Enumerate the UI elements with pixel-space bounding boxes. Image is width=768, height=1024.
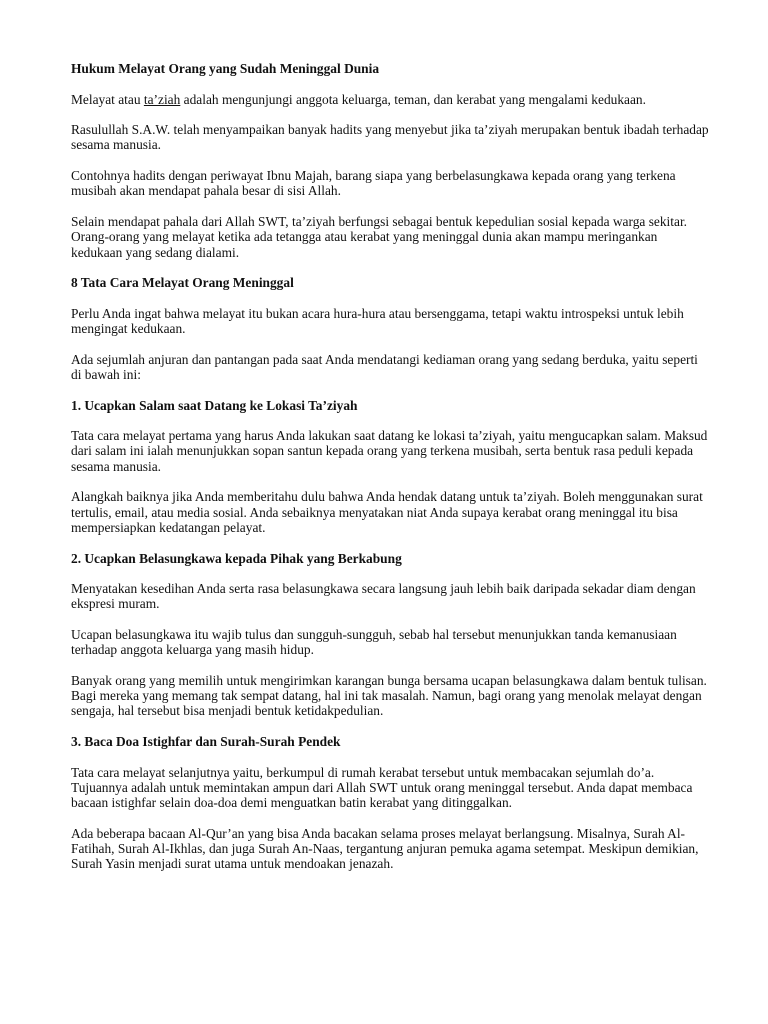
step-heading-2: 2. Ucapkan Belasungkawa kepada Pihak yang Berkabung	[71, 550, 402, 566]
paragraph: Tata cara melayat selanjutnya yaitu, berkumpul di rumah kerabat tersebut untuk membacakan sejumlah do’a. Tujuannya adalah untuk memintakan ampun dari Allah SWT untuk orang meninggal tersebut. Anda dapat membaca bacaan istighfar selain doa-doa demi menguatkan batin kerabat yang ditinggalkan.	[71, 764, 693, 811]
intro-text-pre: Melayat atau	[71, 91, 144, 107]
taziah-link[interactable]: ta’ziah	[143, 91, 181, 107]
document-title: Hukum Melayat Orang yang Sudah Meninggal Dunia	[71, 61, 380, 76]
paragraph: Perlu Anda ingat bahwa melayat itu bukan acara hura-hura atau bersenggama, tetapi waktu introspeksi untuk lebih mengingat kedukaan.	[71, 305, 684, 337]
paragraph: Ucapan belasungkawa itu wajib tulus dan sungguh-sungguh, sebab hal tersebut menunjukkan tanda kemanusiaan terhadap anggota keluarga yang masih hidup.	[71, 626, 677, 658]
paragraph: Tata cara melayat pertama yang harus Anda lakukan saat datang ke lokasi ta’ziyah, yaitu mengucapkan salam. Maksud dari salam ini ialah menunjukkan sopan santun kepada orang yang terkena musibah, serta bentuk rasa peduli kepada sesama manusia.	[71, 428, 708, 474]
intro-paragraph	[71, 92, 711, 107]
step-heading-3: 3. Baca Doa Istighfar dan Surah-Surah Pendek	[71, 734, 341, 750]
paragraph: Banyak orang yang memilih untuk mengirimkan karangan bunga bersama ucapan belasungkawa dalam bentuk tulisan. Bagi mereka yang memang tak sempat datang, hal ini tak masalah. Namun, bagi orang yang menolak melayat dengan sengaja, hal tersebut bisa menjadi bentuk ketidakpedulian.	[71, 672, 707, 719]
paragraph: Ada sejumlah anjuran dan pantangan pada saat Anda mendatangi kediaman orang yang sedang berduka, yaitu seperti di bawah ini:	[71, 351, 698, 382]
paragraph: Contohnya hadits dengan periwayat Ibnu Majah, barang siapa yang berbelasungkawa kepada orang yang terkena musibah akan mendapat pahala besar di sisi Allah.	[71, 168, 676, 199]
step-heading-1: 1. Ucapkan Salam saat Datang ke Lokasi Ta’ziyah	[71, 397, 358, 413]
paragraph: Selain mendapat pahala dari Allah SWT, ta’ziyah berfungsi sebagai bentuk kepedulian sosial kepada warga sekitar. Orang-orang yang melayat ketika ada tetangga atau kerabat yang meninggal dunia akan mampu meringankan kedukaan yang sedang dialami.	[71, 213, 688, 260]
paragraph: Menyatakan kesedihan Anda serta rasa belasungkawa secara langsung jauh lebih baik daripada sekadar diam dengan ekspresi muram.	[71, 581, 696, 612]
paragraph: Alangkah baiknya jika Anda memberitahu dulu bahwa Anda hendak datang untuk ta’ziyah. Boleh menggunakan surat tertulis, email, atau media sosial. Anda sebaiknya menyatakan niat Anda supaya kerabat orang meninggal itu bisa mempersiapkan kedatangan pelayat.	[71, 489, 703, 535]
paragraph: Ada beberapa bacaan Al-Qur’an yang bisa Anda bacakan selama proses melayat berlangsung. Misalnya, Surah Al-Fatihah, Surah Al-Ikhlas, dan juga Surah An-Naas, tergantung anjuran pemuka agama setempat. Meskipun demikian, Surah Yasin menjadi surat utama untuk mendoakan jenazah.	[71, 825, 699, 872]
section-heading: 8 Tata Cara Melayat Orang Meninggal	[71, 275, 294, 291]
paragraph: Rasulullah S.A.W. telah menyampaikan banyak hadits yang menyebut jika ta’ziyah merupakan bentuk ibadah terhadap sesama manusia.	[71, 122, 709, 153]
document-page	[71, 61, 711, 887]
intro-text-post: adalah mengunjungi anggota keluarga, teman, dan kerabat yang mengalami kedukaan.	[180, 91, 646, 107]
